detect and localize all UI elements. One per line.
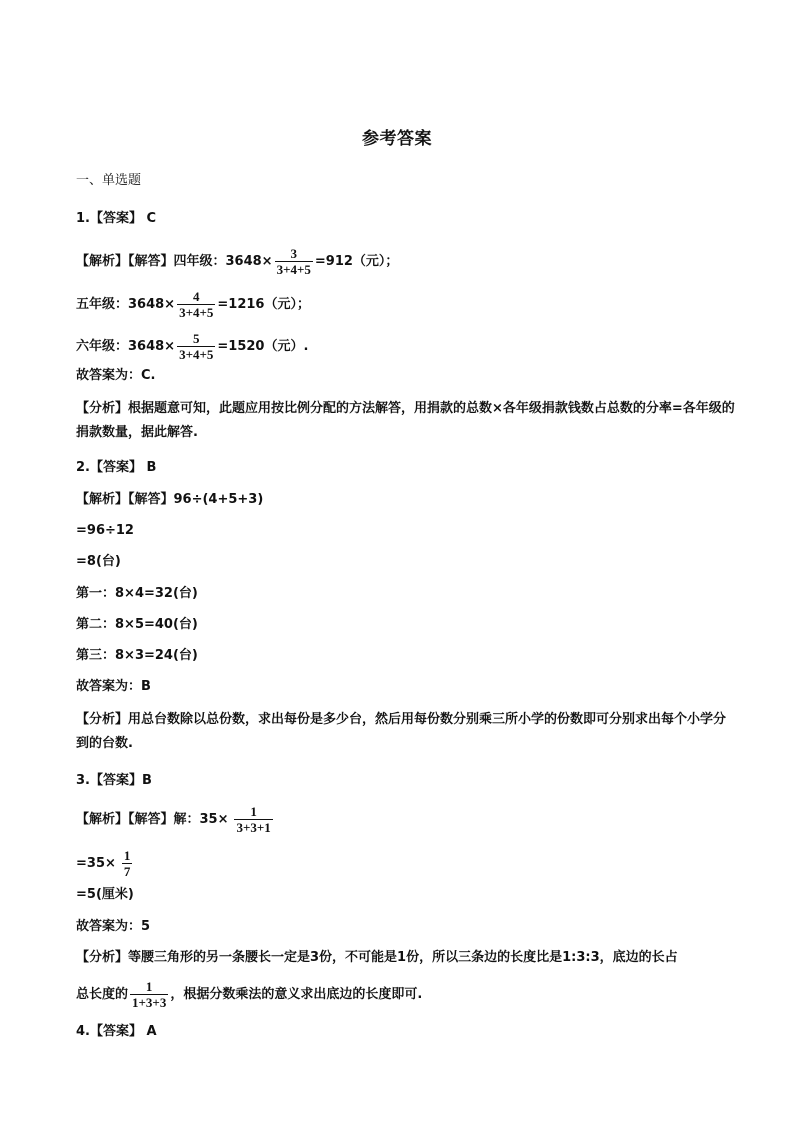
fraction-denominator: 1+3+3 [132, 995, 167, 1010]
page-title: 参考答案 [362, 129, 432, 149]
q1-line1-fraction [275, 246, 313, 277]
section-heading: 一、单选题 [76, 173, 142, 188]
q1-line3-fraction [177, 331, 215, 362]
q4-answer: 4.【答案】 A [76, 1024, 157, 1039]
q1-solution-line2 [76, 289, 310, 320]
q1-line3-prefix: 六年级：3648× [76, 338, 176, 354]
fraction-denominator: 3+4+5 [179, 347, 214, 362]
fraction-numerator: 3 [290, 246, 297, 261]
q3-solution-line2 [76, 848, 134, 879]
q1-solution-line3 [76, 331, 308, 362]
q1-line1-suffix: =912（元）； [314, 253, 399, 269]
q1-conclusion: 故答案为：C. [76, 368, 156, 383]
q3-analysis-line2 [76, 979, 422, 1010]
q1-analysis: 【分析】根据题意可知，此题应用按比例分配的方法解答，用捐款的总数×各年级捐款钱数占总数的分率=各年级的捐款数量，据此解答. [76, 401, 735, 440]
fraction-numerator: 1 [145, 979, 153, 994]
q3-analysis2-fraction [130, 979, 168, 1010]
q2-solution-line6: 第三：8×3=24(台) [76, 648, 198, 663]
fraction-denominator: 3+4+5 [179, 305, 214, 320]
fraction-numerator: 5 [192, 331, 200, 346]
q3-line2-fraction [122, 848, 133, 879]
q3-analysis-line1: 【分析】等腰三角形的另一条腰长一定是3份，不可能是1份，所以三条边的长度比是1:3:3，底边的长占 [76, 950, 678, 965]
q3-analysis2-suffix: ，根据分数乘法的意义求出底边的长度即可. [170, 986, 423, 1002]
q1-line2-suffix: =1216（元）； [217, 296, 310, 312]
q2-solution-line2: =96÷12 [76, 523, 134, 538]
q1-solution-line1 [76, 246, 398, 277]
fraction-denominator: 3+4+5 [276, 262, 311, 277]
q3-answer: 3.【答案】B [76, 773, 152, 788]
q2-solution-line4: 第一：8×4=32(台) [76, 586, 198, 601]
fraction-numerator: 1 [123, 848, 131, 863]
q1-line3-suffix: =1520（元）. [217, 338, 309, 354]
q1-line2-fraction [177, 289, 215, 320]
fraction-numerator: 1 [250, 804, 257, 819]
fraction-denominator: 7 [123, 864, 131, 879]
q3-analysis2-prefix: 总长度的 [76, 986, 129, 1002]
q2-answer: 2.【答案】 B [76, 460, 157, 475]
q2-solution-line1: 【解析】【解答】96÷(4+5+3) [76, 492, 264, 507]
q3-conclusion: 故答案为：5 [76, 919, 151, 934]
q2-conclusion: 故答案为：B [76, 679, 151, 694]
q2-solution-line3: =8(台) [76, 554, 121, 569]
q1-line1-prefix: 【解析】【解答】四年级：3648× [76, 253, 273, 269]
q3-line2-prefix: =35× [76, 855, 116, 871]
q2-analysis: 【分析】用总台数除以总份数，求出每份是多少台，然后用每份数分别乘三所小学的份数即可分别求出每个小学分到的台数. [76, 712, 727, 751]
q3-line1-fraction [234, 804, 272, 835]
fraction-denominator: 3+3+1 [236, 820, 271, 835]
q2-solution-line5: 第二：8×5=40(台) [76, 617, 198, 632]
q3-solution-line1 [76, 804, 275, 835]
q3-line1-prefix: 【解析】【解答】解：35× [76, 811, 229, 827]
q3-solution-line3: =5(厘米) [76, 887, 134, 902]
fraction-numerator: 4 [192, 289, 200, 304]
q1-line2-prefix: 五年级：3648× [76, 296, 176, 312]
q1-answer: 1.【答案】 C [76, 211, 157, 226]
